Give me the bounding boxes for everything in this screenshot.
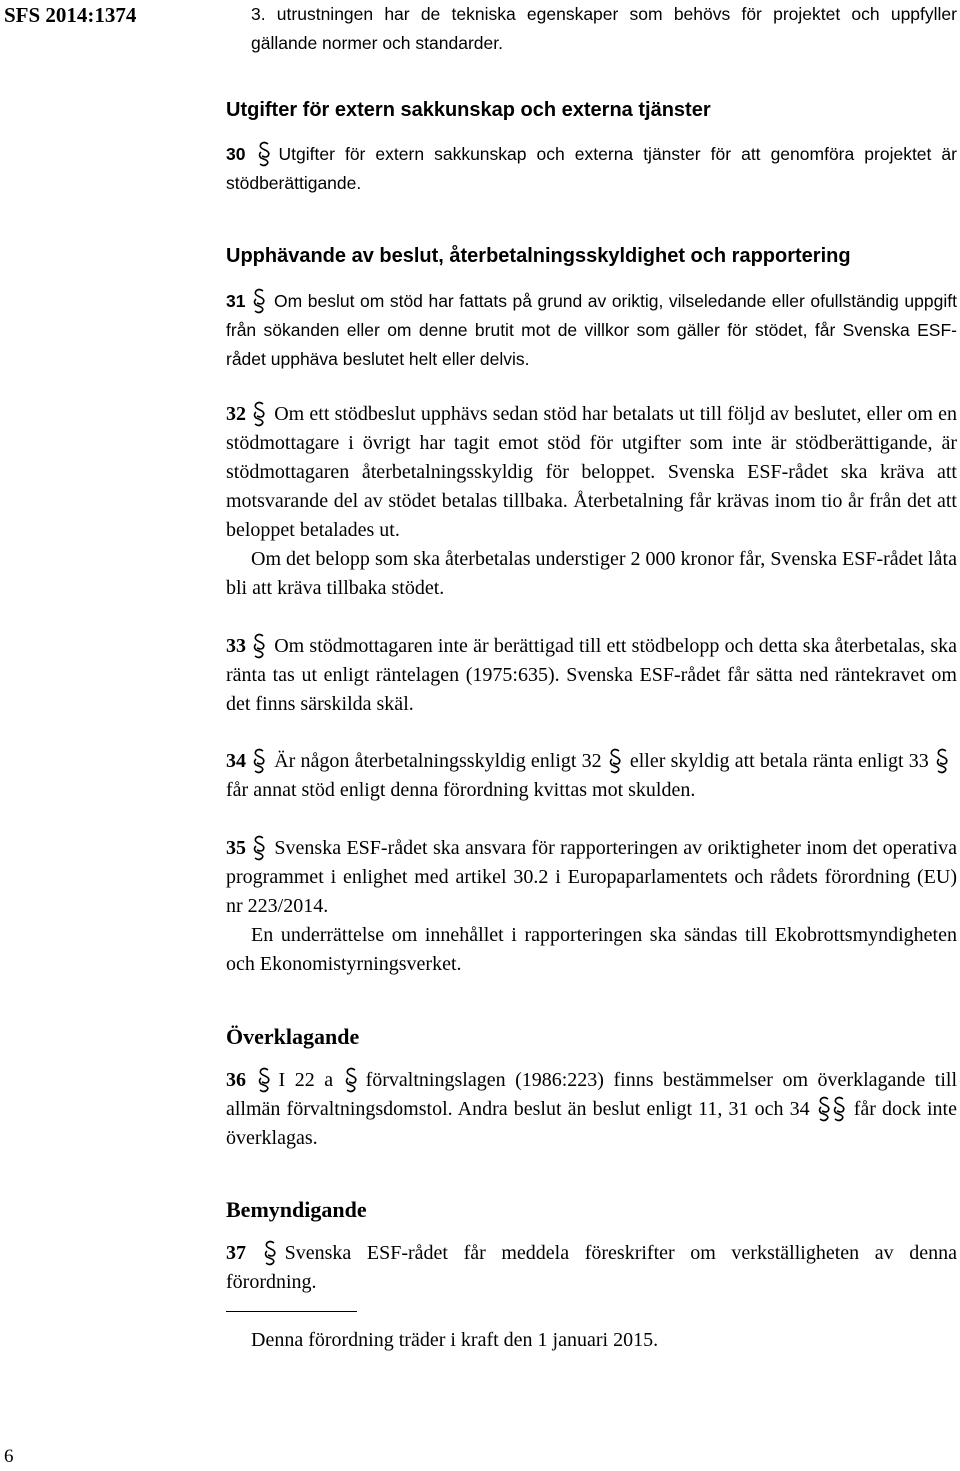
heading-bemyndigande: Bemyndigande	[226, 1197, 367, 1222]
heading-upphavande: Upphävande av beslut, återbetalningsskyldighet och rapportering	[226, 245, 851, 267]
section-sign-icon	[258, 1067, 271, 1093]
section-text: Är någon återbetalningsskyldig enligt 32	[274, 750, 602, 772]
enactment-clause: Denna förordning träder i kraft den 1 januari 2015.	[251, 1329, 659, 1351]
section-sign-icon	[264, 1240, 277, 1266]
section-text: eller skyldig att betala ränta enligt 33	[629, 750, 929, 772]
section-32-paragraph-2: Om det belopp som ska återbetalas understiger 2 000 kronor får, Svenska ESF-rådet låta bli att kräva tillbaka stödet.	[226, 548, 957, 599]
section-34	[226, 747, 957, 805]
section-text: förvaltningslagen (1986:223) finns bestämmelser om överklagande till allmän förvaltningsdomstol. Andra beslut än beslut enligt 11, 31 och 34	[226, 1069, 958, 1120]
section-sign-icon	[253, 633, 266, 659]
section-text: Om ett stödbeslut upphävs sedan stöd har betalats ut till följd av beslutet, eller om en stödmottagare i övrigt har tagit emot stöd för utgifter som inte är stödberättigande, är stödmottagaren återbetalningsskyldig för beloppet. Svenska ESF-rådet ska kräva att motsvarande del av stödet betalas tillbaka. Återbetalning får krävas inom tio år från det att beloppet betalades ut.	[226, 403, 957, 541]
section-text: Svenska ESF-rådet får meddela föreskrifter om verkställigheten av denna förordning.	[226, 1242, 957, 1293]
section-text: I 22 a	[278, 1069, 334, 1091]
section-number: 31	[226, 291, 246, 311]
section-text: Om stödmottagaren inte är berättigad till ett stödbelopp och detta ska återbetalas, ska ränta tas ut enligt räntelagen (1975:635). Svenska ESF-rådet får sätta ned räntekravet om det finns särskilda skäl.	[226, 635, 958, 715]
page-number: 6	[4, 1446, 14, 1467]
section-sign-icon	[253, 401, 266, 427]
section-31	[226, 287, 957, 374]
section-text: Om beslut om stöd har fattats på grund av oriktig, vilseledande eller ofullständig uppgift från sökanden eller om denne brutit mot de villkor som gäller för stödet, får Svenska ESF-rådet upphäva beslutet helt eller delvis.	[226, 291, 957, 369]
section-text: får dock inte överklagas.	[226, 1098, 957, 1149]
section-number: 33	[226, 635, 246, 657]
section-number: 32	[226, 403, 246, 425]
section-sign-icon	[253, 748, 266, 774]
section-sign-icon	[936, 748, 949, 774]
section-text: får annat stöd enligt denna förordning kvittas mot skulden.	[226, 779, 696, 801]
section-number: 30	[226, 144, 246, 164]
section-number: 37	[226, 1242, 246, 1264]
section-number: 36	[226, 1069, 246, 1091]
list-item-3: 3. utrustningen har de tekniska egenskaper som behövs för projektet och uppfyller gällande normer och standarder.	[251, 4, 957, 53]
section-sign-icon	[253, 288, 266, 314]
section-sign-icon	[818, 1096, 831, 1122]
section-sign-icon	[253, 835, 266, 861]
section-30	[226, 140, 957, 198]
section-36	[226, 1066, 957, 1153]
section-33	[226, 632, 957, 719]
section-text: Utgifter för extern sakkunskap och externa tjänster för att genomföra projektet är stödberättigande.	[226, 144, 957, 193]
section-35	[226, 834, 957, 921]
heading-overklagande: Överklagande	[226, 1024, 360, 1049]
heading-extern: Utgifter för extern sakkunskap och externa tjänster	[226, 99, 711, 121]
sfs-number: SFS 2014:1374	[4, 3, 137, 27]
section-sign-icon	[833, 1096, 846, 1122]
section-sign-icon	[609, 748, 622, 774]
section-sign-icon	[258, 141, 271, 167]
section-sign-icon	[345, 1067, 358, 1093]
section-35-paragraph-2: En underrättelse om innehållet i rapporteringen ska sändas till Ekobrottsmyndigheten och Ekonomistyrningsverket.	[226, 924, 957, 975]
separator-rule	[226, 1311, 357, 1312]
section-text: Svenska ESF-rådet ska ansvara för rapporteringen av oriktigheter inom det operativa programmet i enlighet med artikel 30.2 i Europaparlamentets och rådets förordning (EU) nr 223/2014.	[226, 837, 958, 917]
section-number: 34	[226, 750, 246, 772]
section-32	[226, 400, 957, 545]
section-number: 35	[226, 837, 246, 859]
section-37	[226, 1239, 957, 1297]
